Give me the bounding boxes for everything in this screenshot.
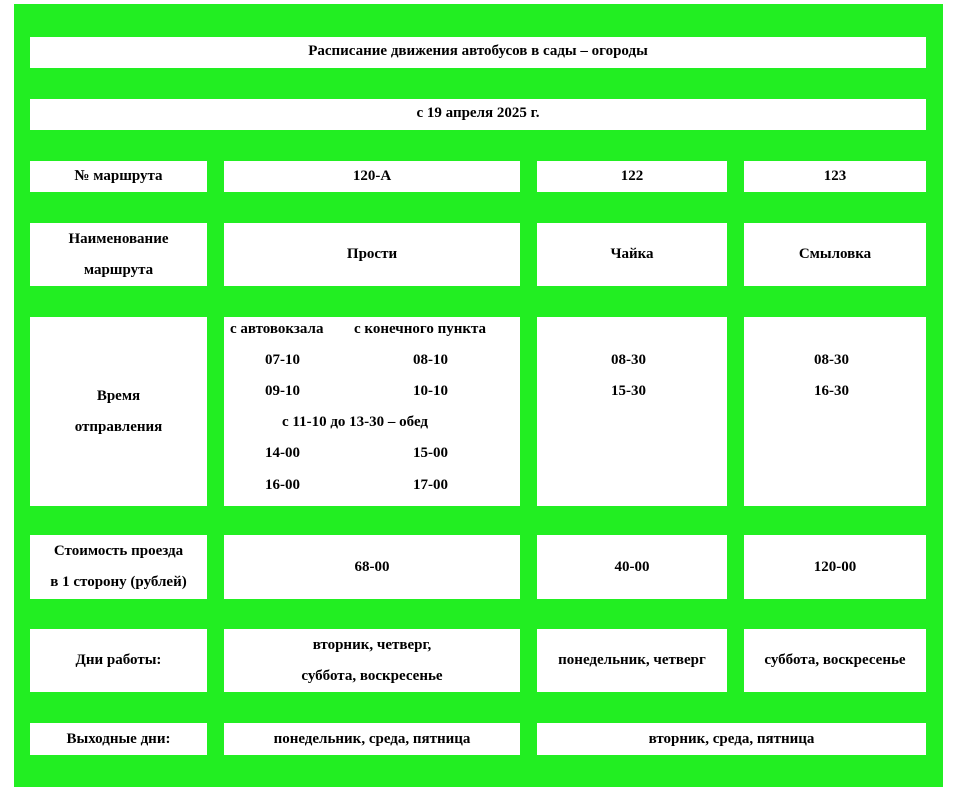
route-123-work-days-cell [744, 629, 926, 692]
departure-time: 10-10 [413, 383, 448, 399]
route-name-label-line-2: маршрута [83, 261, 154, 278]
route-number-label: № маршрута [74, 168, 163, 184]
departure-time: 08-10 [413, 352, 448, 368]
route-123-fare-cell [744, 535, 926, 599]
departure-time: 09-10 [265, 383, 300, 399]
fare-label-line-1: Стоимость проезда [53, 543, 184, 559]
routes-122-123-days-off-cell [537, 723, 926, 755]
route-123-work-days: суббота, воскресенье [764, 652, 906, 668]
work-days-label-cell [30, 629, 207, 692]
route-120a-work-days-cell [224, 629, 520, 692]
departure-label-line-2: отправления [74, 418, 163, 435]
departure-time: 16-30 [814, 383, 849, 399]
route-122-number-cell [537, 161, 727, 192]
route-120a-work-days-line-1: вторник, четверг, [312, 636, 432, 653]
page-title: Расписание движения автобусов в сады – огороды [308, 43, 648, 59]
fare-label-line-2: в 1 сторону (рублей) [50, 574, 187, 590]
departure-time: 17-00 [413, 477, 448, 493]
route-122-work-days-cell [537, 629, 727, 692]
route-123-name-cell [744, 223, 926, 286]
title-cell [30, 37, 926, 68]
departure-time: 15-00 [413, 445, 448, 461]
route-120a-name-cell [224, 223, 520, 286]
route-122-number: 122 [620, 168, 644, 184]
departure-header-from-terminal: с конечного пункта [354, 321, 487, 337]
route-122-fare: 40-00 [614, 558, 650, 575]
lunch-break: с 11-10 до 13-30 – обед [282, 414, 429, 430]
route-120a-days-off-cell [224, 723, 520, 755]
route-122-name-cell [537, 223, 727, 286]
days-off-label-cell [30, 723, 207, 755]
route-122-departures-cell [537, 317, 727, 506]
route-120a-name: Прости [346, 246, 398, 262]
route-123-name: Смыловка [798, 246, 872, 262]
departure-time: 15-30 [611, 383, 646, 399]
date-cell [30, 99, 926, 130]
route-120a-departures-cell [224, 317, 520, 506]
route-120a-work-days-line-2: суббота, воскресенье [301, 667, 443, 684]
departure-time: 08-30 [814, 352, 849, 368]
route-122-work-days: понедельник, четверг [558, 652, 706, 668]
work-days-label: Дни работы: [75, 652, 162, 668]
departure-label-cell [30, 317, 207, 506]
route-120a-days-off: понедельник, среда, пятница [273, 730, 471, 747]
route-122-name: Чайка [610, 246, 654, 262]
routes-122-123-days-off: вторник, среда, пятница [648, 730, 815, 747]
days-off-label: Выходные дни: [66, 730, 171, 747]
route-123-departures-cell [744, 317, 926, 506]
route-123-number-cell [744, 161, 926, 192]
route-120a-fare: 68-00 [354, 558, 390, 575]
departure-time: 16-00 [265, 477, 300, 493]
route-122-fare-cell [537, 535, 727, 599]
route-name-label-line-1: Наименование [68, 230, 169, 247]
departure-label-line-1: Время [96, 387, 141, 404]
route-number-label-cell [30, 161, 207, 192]
departure-time: 07-10 [265, 352, 300, 368]
route-name-label-cell [30, 223, 207, 286]
fare-label-cell [30, 535, 207, 599]
route-120a-fare-cell [224, 535, 520, 599]
start-date: с 19 апреля 2025 г. [416, 105, 540, 121]
departure-time: 08-30 [611, 352, 646, 368]
route-123-number: 123 [823, 168, 847, 184]
route-123-fare: 120-00 [813, 558, 857, 575]
route-120a-number-cell [224, 161, 520, 192]
route-120a-number: 120-А [352, 168, 392, 184]
departure-time: 14-00 [265, 445, 300, 461]
departure-header-from-station: с автовокзала [230, 321, 324, 337]
